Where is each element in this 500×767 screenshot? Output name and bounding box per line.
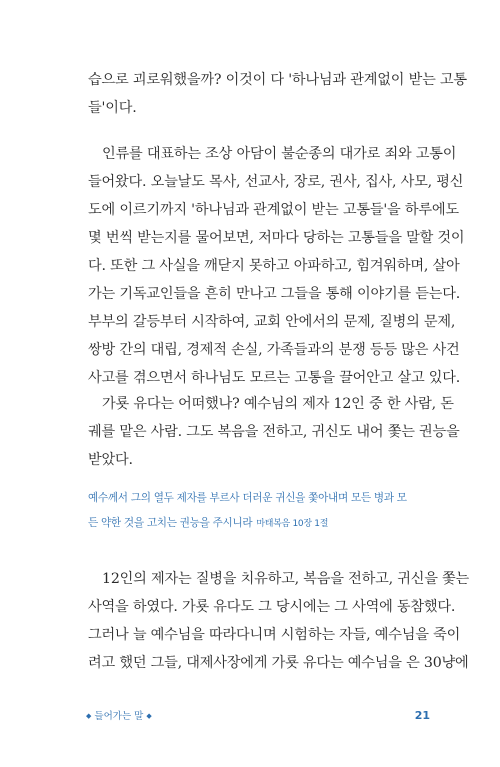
quote-line: 예수께서 그의 열두 제자를 부르사 더러운 귀신을 쫓아내며 모든 병과 모 <box>88 492 407 504</box>
text-line: 인류를 대표하는 조상 아담이 불순종의 대가로 죄와 고통이 <box>102 146 457 162</box>
paragraph-3 <box>88 390 460 474</box>
text-line: 다. 또한 그 사실을 깨닫지 못하고 아파하고, 힘겨워하며, 살아 <box>88 258 460 274</box>
text-line: 12인의 제자는 질병을 치유하고, 복음을 전하고, 귀신을 쫓는 <box>102 571 470 587</box>
page-footer <box>86 708 430 724</box>
paragraph-1 <box>88 66 467 122</box>
paragraph-2 <box>88 140 465 392</box>
text-line: 받았다. <box>88 452 133 468</box>
running-header <box>86 708 152 725</box>
text-line: 몇 번씩 받는지를 물어보면, 저마다 당하는 고통들을 말할 것이 <box>88 230 465 246</box>
text-line: 려고 했던 그들, 대제사장에게 가룟 유다는 예수님을 은 30냥에 <box>88 655 469 671</box>
paragraph-4 <box>88 565 470 677</box>
scripture-reference: 마태복음 10장 1절 <box>256 519 329 529</box>
text-line: 사고를 겪으면서 하나님도 모르는 고통을 끌어안고 살고 있다. <box>88 370 461 386</box>
text-line: 쌍방 간의 대립, 경제적 손실, 가족들과의 분쟁 등등 많은 사건 <box>88 342 460 358</box>
text-line: 그러나 늘 예수님을 따라다니며 시험하는 자들, 예수님을 죽이 <box>88 627 461 643</box>
text-line: 습으로 괴로워했을까? 이것이 다 '하나님과 관계없이 받는 고통 <box>88 72 467 88</box>
text-line: 들어왔다. 오늘날도 목사, 선교사, 장로, 권사, 집사, 사모, 평신 <box>88 174 464 190</box>
diamond-icon: ◆ <box>86 712 92 720</box>
page-number: 21 <box>414 709 430 722</box>
text-line: 도에 이르기까지 '하나님과 관계없이 받는 고통들'을 하루에도 <box>88 202 459 218</box>
text-line: 들'이다. <box>88 100 137 116</box>
scripture-quote <box>88 486 428 537</box>
section-title: 들어가는 말 <box>94 711 144 722</box>
quote-line-with-reference <box>88 511 428 537</box>
text-line: 가룟 유다는 어떠했나? 예수님의 제자 12인 중 한 사람, 돈 <box>102 396 454 412</box>
text-line: 부부의 갈등부터 시작하여, 교회 안에서의 문제, 질병의 문제, <box>88 314 456 330</box>
text-line: 궤를 맡은 사람. 그도 복음을 전하고, 귀신도 내어 쫓는 권능을 <box>88 424 460 440</box>
text-line: 가는 기독교인들을 흔히 만나고 그들을 통해 이야기를 듣는다. <box>88 286 461 302</box>
quote-text: 든 약한 것을 고치는 권능을 주시니라 <box>88 517 253 529</box>
diamond-icon: ◆ <box>146 712 152 720</box>
text-line: 사역을 하였다. 가룟 유다도 그 당시에는 그 사역에 동참했다. <box>88 599 456 615</box>
